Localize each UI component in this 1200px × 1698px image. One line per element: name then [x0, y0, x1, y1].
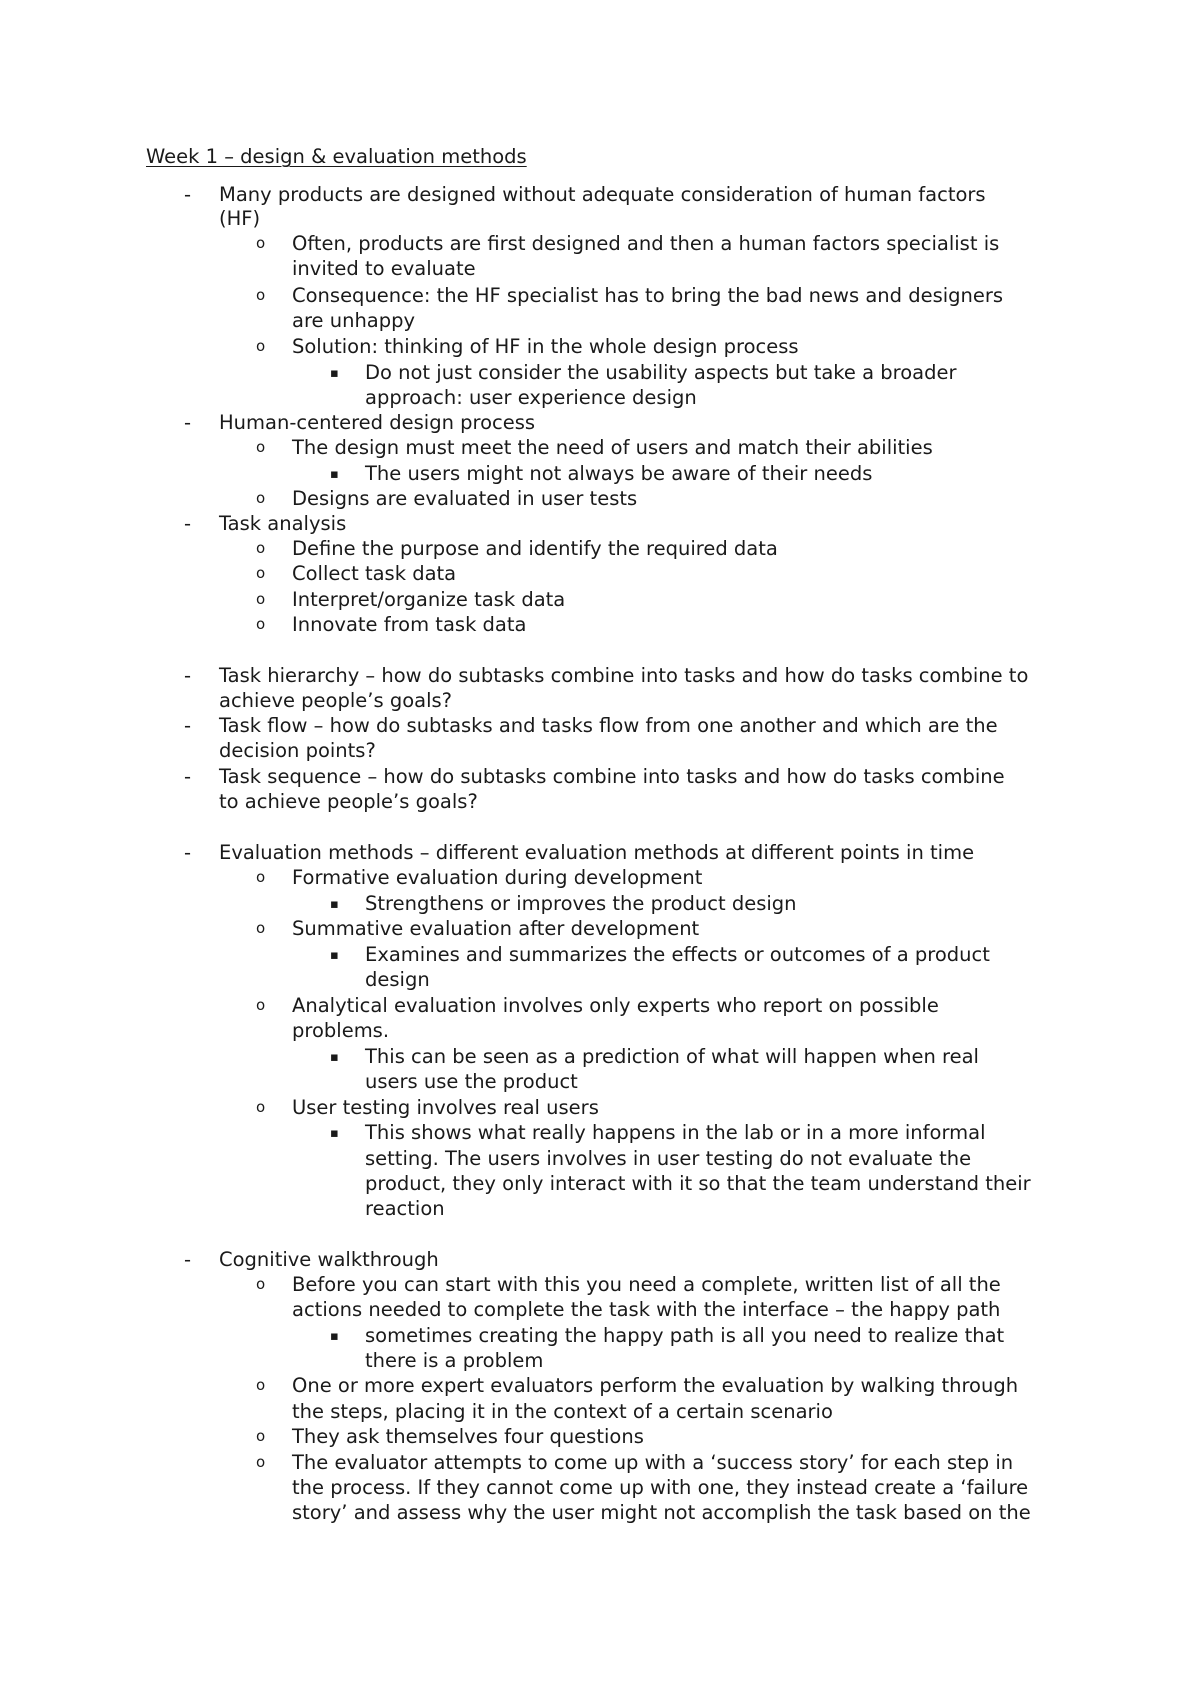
text-line: User testing involves real users [292, 1096, 599, 1119]
text-line: users use the product [365, 1070, 578, 1093]
text-line: reaction [365, 1197, 445, 1220]
text-line: Before you can start with this you need a complete, written list of all the [292, 1273, 1001, 1296]
text-line: Task analysis [219, 512, 347, 535]
text-line: are unhappy [292, 309, 416, 332]
text-line: Interpret/organize task data [292, 588, 566, 611]
text-line: problems. [292, 1019, 390, 1042]
bullet-marker-level2: o [256, 996, 266, 1014]
text-line: the steps, placing it in the context of a certain scenario [292, 1400, 833, 1423]
bullet-marker-level2: o [256, 286, 266, 304]
text-line: Task hierarchy – how do subtasks combine into tasks and how do tasks combine to [219, 664, 1029, 687]
bullet-marker-level3: ▪ [330, 1126, 339, 1141]
text-line: the process. If they cannot come up with one, they instead create a ‘failure [292, 1476, 1029, 1499]
bullet-marker-level1: - [184, 765, 192, 788]
text-line: Strengthens or improves the product design [365, 892, 797, 915]
bullet-marker-level3: ▪ [330, 948, 339, 963]
text-line: Evaluation methods – different evaluation methods at different points in time [219, 841, 975, 864]
bullet-marker-level2: o [256, 1376, 266, 1394]
bullet-marker-level1: - [184, 512, 192, 535]
text-line: The evaluator attempts to come up with a ‘success story’ for each step in [292, 1451, 1014, 1474]
text-line: Task sequence – how do subtasks combine into tasks and how do tasks combine [219, 765, 1005, 788]
text-line: Often, products are first designed and then a human factors specialist is [292, 232, 1000, 255]
text-line: achieve people’s goals? [219, 689, 453, 712]
bullet-marker-level3: ▪ [330, 897, 339, 912]
bullet-marker-level2: o [256, 1427, 266, 1445]
text-line: Designs are evaluated in user tests [292, 487, 638, 510]
bullet-marker-level2: o [256, 539, 266, 557]
bullet-marker-level3: ▪ [330, 1050, 339, 1065]
bullet-marker-level2: o [256, 234, 266, 252]
bullet-marker-level1: - [184, 664, 192, 687]
text-line: Human-centered design process [219, 411, 536, 434]
bullet-marker-level1: - [184, 841, 192, 864]
bullet-marker-level2: o [256, 868, 266, 886]
bullet-marker-level2: o [256, 1275, 266, 1293]
text-line: Formative evaluation during development [292, 866, 703, 889]
text-line: This shows what really happens in the lab or in a more informal [365, 1121, 986, 1144]
bullet-marker-level3: ▪ [330, 467, 339, 482]
bullet-marker-level2: o [256, 1098, 266, 1116]
text-line: Many products are designed without adequate consideration of human factors [219, 183, 986, 206]
text-line: Cognitive walkthrough [219, 1248, 439, 1271]
bullet-marker-level3: ▪ [330, 366, 339, 381]
text-line: actions needed to complete the task with the interface – the happy path [292, 1298, 1001, 1321]
bullet-marker-level1: - [184, 183, 192, 206]
text-line: decision points? [219, 739, 376, 762]
bullet-marker-level2: o [256, 438, 266, 456]
bullet-marker-level2: o [256, 489, 266, 507]
text-line: The users might not always be aware of their needs [365, 462, 873, 485]
text-line: Solution: thinking of HF in the whole design process [292, 335, 799, 358]
text-line: This can be seen as a prediction of what will happen when real [365, 1045, 979, 1068]
page-title: Week 1 – design & evaluation methods [146, 145, 527, 168]
bullet-marker-level1: - [184, 1248, 192, 1271]
text-line: sometimes creating the happy path is all you need to realize that [365, 1324, 1005, 1347]
text-line: (HF) [219, 207, 261, 230]
bullet-marker-level1: - [184, 411, 192, 434]
text-line: Analytical evaluation involves only experts who report on possible [292, 994, 939, 1017]
bullet-marker-level1: - [184, 714, 192, 737]
text-line: Collect task data [292, 562, 457, 585]
bullet-marker-level2: o [256, 615, 266, 633]
text-line: invited to evaluate [292, 257, 476, 280]
bullet-marker-level2: o [256, 337, 266, 355]
text-line: One or more expert evaluators perform the evaluation by walking through [292, 1374, 1019, 1397]
text-line: The design must meet the need of users and match their abilities [292, 436, 933, 459]
bullet-marker-level2: o [256, 1453, 266, 1471]
text-line: approach: user experience design [365, 386, 697, 409]
text-line: Examines and summarizes the effects or outcomes of a product [365, 943, 990, 966]
bullet-marker-level2: o [256, 590, 266, 608]
text-line: Task flow – how do subtasks and tasks flow from one another and which are the [219, 714, 998, 737]
text-line: there is a problem [365, 1349, 544, 1372]
text-line: Summative evaluation after development [292, 917, 700, 940]
text-line: Do not just consider the usability aspects but take a broader [365, 361, 957, 384]
text-line: Define the purpose and identify the required data [292, 537, 778, 560]
bullet-marker-level2: o [256, 564, 266, 582]
bullet-marker-level2: o [256, 919, 266, 937]
text-line: Consequence: the HF specialist has to bring the bad news and designers [292, 284, 1004, 307]
text-line: They ask themselves four questions [292, 1425, 644, 1448]
text-line: product, they only interact with it so that the team understand their [365, 1172, 1031, 1195]
text-line: setting. The users involves in user testing do not evaluate the [365, 1147, 972, 1170]
text-line: design [365, 968, 430, 991]
text-line: story’ and assess why the user might not accomplish the task based on the [292, 1501, 1031, 1524]
text-line: to achieve people’s goals? [219, 790, 478, 813]
text-line: Innovate from task data [292, 613, 527, 636]
bullet-marker-level3: ▪ [330, 1329, 339, 1344]
